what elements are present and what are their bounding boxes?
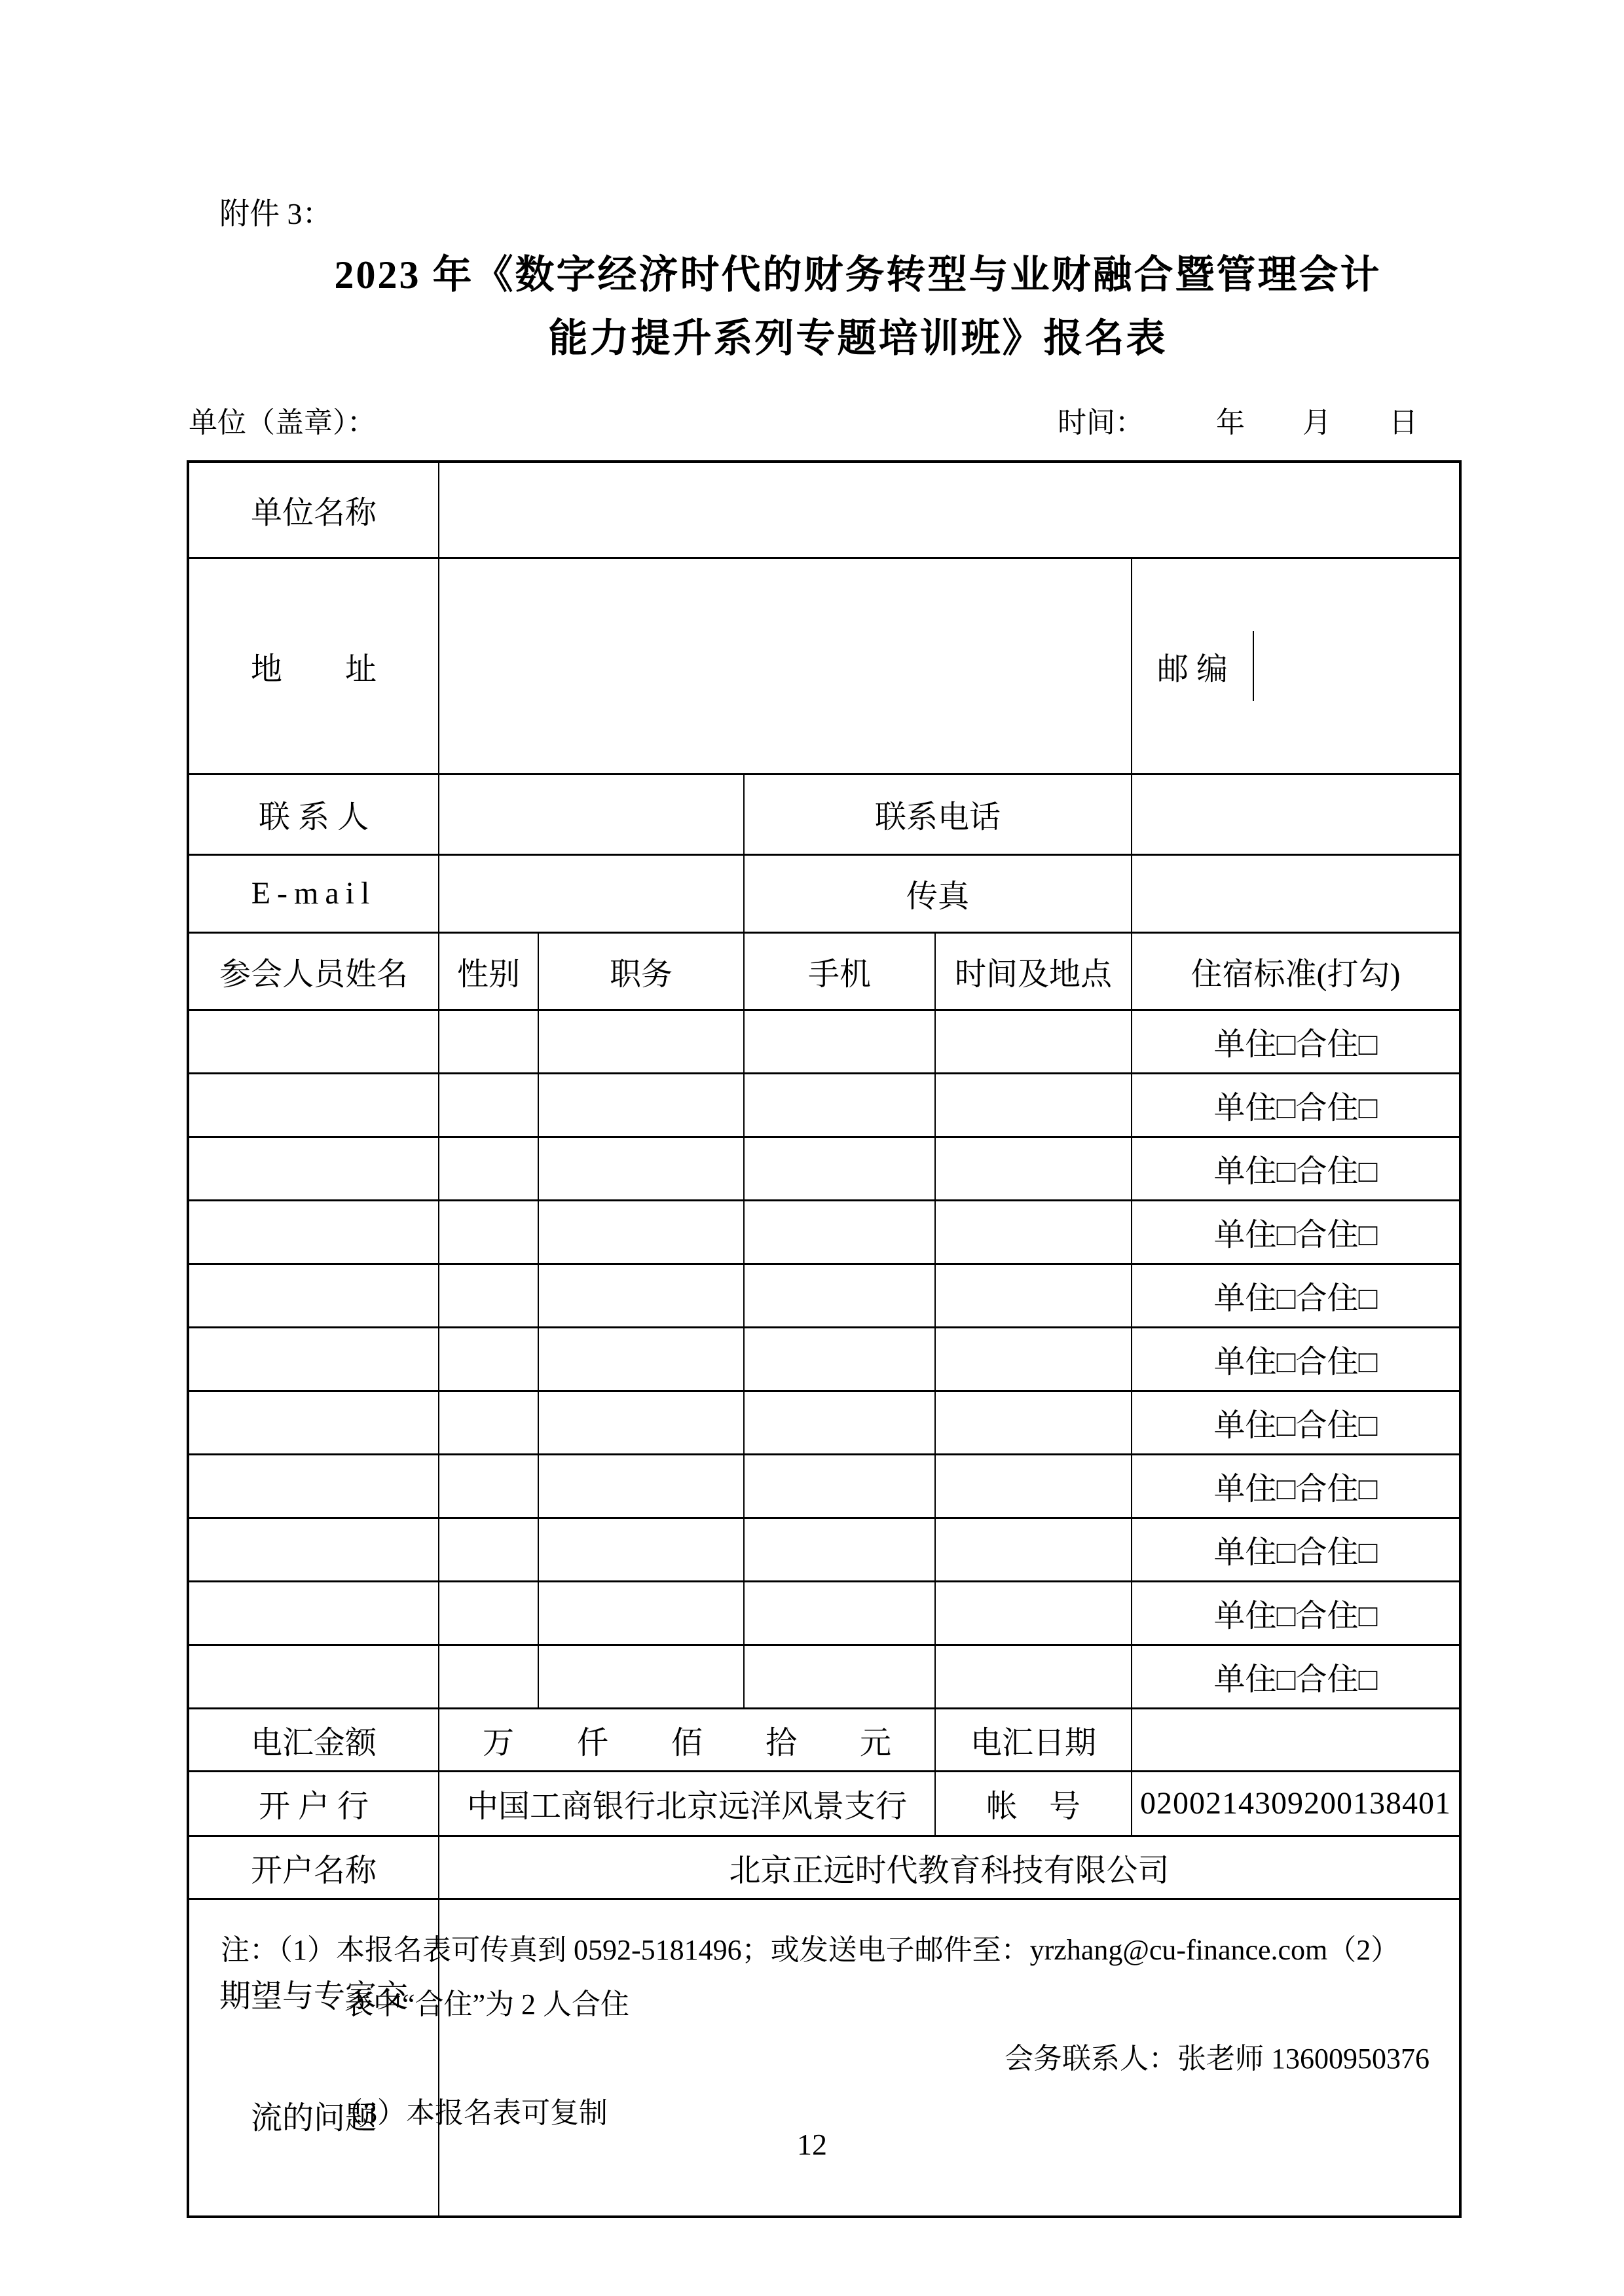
header-name: 参会人员姓名 [188,932,439,1010]
participant-gender-cell [439,1454,538,1518]
participant-position-cell [538,1010,744,1073]
contact-label: 联 系 人 [188,774,439,854]
participant-position-cell [538,1264,744,1327]
participant-time-place-cell [935,1391,1132,1454]
email-value-cell [439,854,744,932]
participant-position-cell [538,1518,744,1581]
accommodation-choice-cell: 单住□合住□ [1132,1454,1460,1518]
bank-label: 开 户 行 [188,1771,439,1836]
participant-gender-cell [439,1645,538,1708]
participant-gender-cell [439,1264,538,1327]
accommodation-choice-cell: 单住□合住□ [1132,1264,1460,1327]
wire-date-label: 电汇日期 [935,1708,1132,1771]
accommodation-choice-cell: 单住□合住□ [1132,1137,1460,1200]
fax-label: 传真 [744,854,1132,932]
participant-row [188,1264,1460,1327]
participant-row [188,1073,1460,1137]
participant-mobile-cell [744,1518,935,1581]
participants-header-row [188,932,1460,1010]
participant-position-cell [538,1327,744,1391]
participant-mobile-cell [744,1391,935,1454]
participant-name-cell [188,1327,439,1391]
participant-mobile-cell [744,1454,935,1518]
participant-mobile-cell [744,1137,935,1200]
header-mobile: 手机 [744,932,935,1010]
title-line-2: 能力提升系列专题培训班》报名表 [548,317,1168,360]
participant-position-cell [538,1454,744,1518]
participant-time-place-cell [935,1327,1132,1391]
participant-time-place-cell [935,1264,1132,1327]
note-line-3-left: （3）本报名表可复制 [334,2097,608,2129]
unit-name-label: 单位名称 [188,462,439,558]
accommodation-choice-cell: 单住□合住□ [1132,1200,1460,1264]
participant-mobile-cell [744,1073,935,1137]
note-line-2: 表中“合住”为 2 人合住 [344,1988,630,2020]
accommodation-choice-cell: 单住□合住□ [1132,1518,1460,1581]
account-name-label: 开户名称 [188,1836,439,1899]
participant-mobile-cell [744,1327,935,1391]
unit-seal-label: 单位（盖章）： [189,407,376,439]
participant-position-cell [538,1645,744,1708]
participant-time-place-cell [935,1073,1132,1137]
postcode-label: 邮 编 [1132,631,1254,701]
account-name-value: 北京正远时代教育科技有限公司 [439,1836,1460,1899]
participant-position-cell [538,1137,744,1200]
participant-row [188,1391,1460,1454]
wire-amount-units: 万 仟 佰 拾 元 [439,1708,935,1771]
participant-time-place-cell [935,1137,1132,1200]
accommodation-choice-cell: 单住□合住□ [1132,1581,1460,1645]
participant-rows [188,1010,1460,1708]
participant-row [188,1454,1460,1518]
address-label: 地 址 [188,558,439,774]
participant-gender-cell [439,1200,538,1264]
wire-amount-row [188,1708,1460,1771]
title-line-1: 2023 年《数字经济时代的财务转型与业财融合暨管理会计 [334,253,1382,297]
participant-name-cell [188,1010,439,1073]
accommodation-choice-cell: 单住□合住□ [1132,1073,1460,1137]
postcode-cell-group [1132,558,1460,774]
header-position: 职务 [538,932,744,1010]
participant-name-cell [188,1200,439,1264]
participant-gender-cell [439,1327,538,1391]
form-meta-row [0,405,1624,441]
participant-time-place-cell [935,1581,1132,1645]
participant-gender-cell [439,1391,538,1454]
participant-position-cell [538,1073,744,1137]
accommodation-choice-cell: 单住□合住□ [1132,1010,1460,1073]
address-value-cell [439,558,1132,774]
page-number: 12 [797,2128,827,2161]
participant-position-cell [538,1200,744,1264]
email-label: E-mail [188,854,439,932]
expectation-label-line1: 期望与专家交 [219,1978,408,2014]
participant-name-cell [188,1137,439,1200]
participant-name-cell [188,1073,439,1137]
attachment-label: 附件 3： [219,197,333,230]
participant-name-cell [188,1391,439,1454]
participant-time-place-cell [935,1518,1132,1581]
participant-name-cell [188,1581,439,1645]
participant-row [188,1137,1460,1200]
header-accommodation: 住宿标准(打勾) [1132,932,1460,1010]
accommodation-choice-cell: 单住□合住□ [1132,1327,1460,1391]
wire-amount-label: 电汇金额 [188,1708,439,1771]
contact-phone-value-cell [1132,774,1460,854]
accommodation-choice-cell: 单住□合住□ [1132,1645,1460,1708]
notes-section [187,1923,1459,2249]
unit-name-row [188,462,1460,558]
contact-row [188,774,1460,854]
accommodation-choice-cell: 单住□合住□ [1132,1391,1460,1454]
participant-time-place-cell [935,1200,1132,1264]
participant-gender-cell [439,1518,538,1581]
wire-date-value-cell [1132,1708,1460,1771]
unit-name-value-cell [439,462,1460,558]
participant-mobile-cell [744,1645,935,1708]
address-row [188,558,1460,774]
date-label: 时间： 年 月 日 [1058,407,1418,439]
participant-row [188,1518,1460,1581]
participant-mobile-cell [744,1010,935,1073]
contact-phone-label: 联系电话 [744,774,1132,854]
header-time-place: 时间及地点 [935,932,1132,1010]
note-line-1: 注：（1）本报名表可传真到 0592-5181496；或发送电子邮件至：yrzhang@cu-finance.com（2） [221,1934,1400,1966]
participant-position-cell [538,1581,744,1645]
conference-contact: 会务联系人：张老师 13600950376 [1005,2043,1430,2075]
participant-name-cell [188,1645,439,1708]
participant-gender-cell [439,1010,538,1073]
participant-row [188,1327,1460,1391]
participant-row [188,1645,1460,1708]
participant-gender-cell [439,1073,538,1137]
participant-mobile-cell [744,1581,935,1645]
participant-time-place-cell [935,1645,1132,1708]
expectation-label-line2: 流的问题 [250,2100,377,2136]
participant-name-cell [188,1518,439,1581]
participant-gender-cell [439,1581,538,1645]
email-row [188,854,1460,932]
participant-mobile-cell [744,1264,935,1327]
document-title [187,244,1529,371]
postcode-value-cell [1254,631,1459,701]
participant-row [188,1581,1460,1645]
participant-position-cell [538,1391,744,1454]
participant-name-cell [188,1454,439,1518]
participant-gender-cell [439,1137,538,1200]
contact-value-cell [439,774,744,854]
account-number-label: 帐 号 [935,1771,1132,1836]
participant-row [188,1010,1460,1073]
participant-time-place-cell [935,1010,1132,1073]
bank-value: 中国工商银行北京远洋风景支行 [439,1771,935,1836]
participant-time-place-cell [935,1454,1132,1518]
account-number-value: 0200214309200138401 [1132,1771,1460,1836]
header-gender: 性别 [439,932,538,1010]
participant-row [188,1200,1460,1264]
participant-name-cell [188,1264,439,1327]
participant-mobile-cell [744,1200,935,1264]
bank-row [188,1771,1460,1836]
fax-value-cell [1132,854,1460,932]
account-name-row [188,1836,1460,1899]
